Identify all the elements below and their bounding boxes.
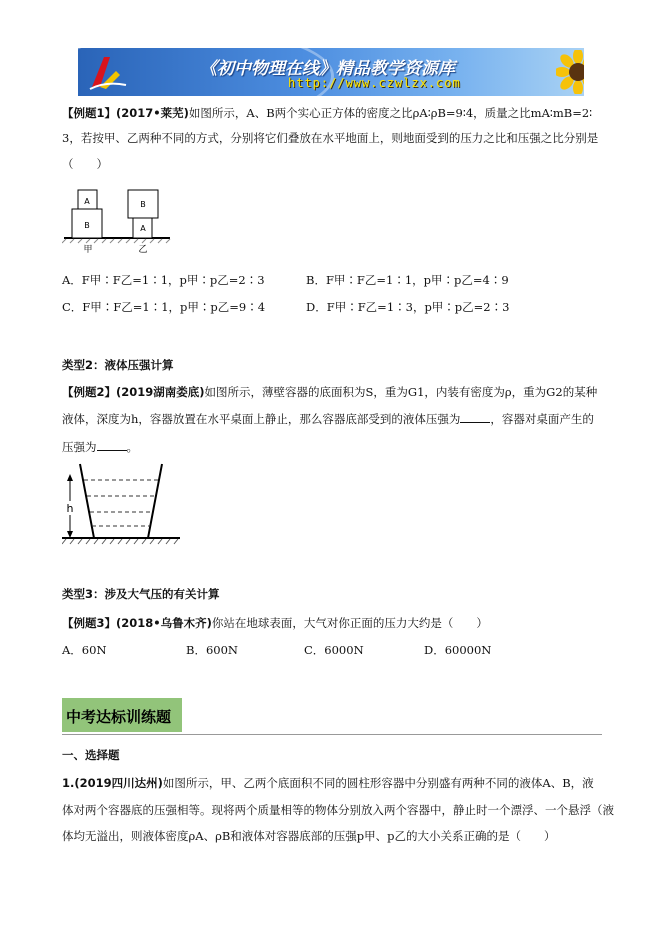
example2-text2a: 液体，深度为h，容器放置在水平桌面上静止，那么容器底部受到的液体压强为 (62, 412, 461, 426)
q1-line2: 体对两个容器底的压强相等。现将两个质量相等的物体分别放入两个容器中，静止时一个漂浮、一个悬浮（液 (62, 803, 614, 817)
example3-source: (2018•乌鲁木齐) (116, 616, 212, 630)
fig-label-yi: 乙 (138, 245, 148, 255)
q1-text1: 如图所示，甲、乙两个底面积不同的圆柱形容器中分别盛有两种不同的液体A、B，液 (162, 776, 594, 790)
answer-blank-2[interactable] (97, 438, 127, 451)
type2-heading: 类型2：液体压强计算 (62, 358, 174, 372)
example1-line2: 3，若按甲、乙两种不同的方式，分别将它们叠放在水平地面上，则地面受到的压力之比和压强之比分别是 (62, 131, 599, 145)
example2-line2 (62, 409, 594, 429)
example1-text1: 如图所示，A、B两个实心正方体的密度之比ρA∶ρB=9∶4，质量之比mA∶mB=2∶ (188, 106, 593, 120)
example2-source: (2019湖南娄底) (116, 385, 205, 399)
example2-text3b: 。 (126, 440, 138, 454)
banner-url[interactable]: http://www.czwlzx.com (288, 76, 461, 90)
example3-option-d[interactable]: D．60000N (424, 643, 492, 657)
example1-line3: （ ） (62, 157, 108, 171)
section-heading-box (62, 698, 195, 734)
example3-option-c[interactable]: C．6000N (304, 643, 364, 657)
banner-title: 《初中物理在线》精品教学资源库 (200, 59, 455, 79)
container-outline (80, 464, 162, 538)
example1-option-c[interactable]: C．F甲∶F乙=1∶1，p甲∶p乙=9∶4 (62, 300, 266, 314)
choice-heading: 一、选择题 (62, 748, 120, 762)
q1-source: (2019四川达州) (74, 776, 163, 790)
example1-figure (62, 186, 172, 256)
sunflower-icon (556, 50, 584, 94)
q1-line3: 体均无溢出，则液体密度ρA、ρB和液体对容器底部的压强p甲、p乙的大小关系正确的是（ ） (62, 829, 556, 843)
fig-h-label: h (66, 502, 74, 515)
example1-option-b[interactable]: B．F甲∶F乙=1∶1，p甲∶p乙=4∶9 (306, 273, 509, 287)
example1-option-a[interactable]: A．F甲∶F乙=1∶1，p甲∶p乙=2∶3 (62, 273, 265, 287)
example2-line1 (62, 382, 597, 402)
fig-label-a-right: A (140, 224, 146, 233)
fig-label-a-left: A (84, 197, 90, 206)
fig-label-b-left: B (84, 221, 90, 230)
q1-line1 (62, 773, 594, 793)
example2-figure (62, 458, 182, 550)
example3-option-a[interactable]: A．60N (62, 643, 107, 657)
fig-label-jia: 甲 (83, 245, 93, 255)
example2-line3 (62, 437, 138, 457)
example2-text1: 如图所示，薄壁容器的底面积为S，重为G1，内装有密度为ρ，重为G2的某种 (204, 385, 598, 399)
type3-heading: 类型3：涉及大气压的有关计算 (62, 587, 220, 601)
q1-number: 1. (62, 776, 75, 790)
logo-icon (86, 51, 128, 93)
answer-blank-1[interactable] (460, 410, 490, 423)
section-heading: 中考达标训练题 (66, 708, 172, 726)
example1-option-d[interactable]: D．F甲∶F乙=1∶3，p甲∶p乙=2∶3 (306, 300, 510, 314)
header-banner (78, 48, 584, 96)
fig-label-b-right: B (140, 200, 146, 209)
example3-tag: 【例题3】 (62, 616, 117, 630)
example2-tag: 【例题2】 (62, 385, 117, 399)
example2-text3a: 压强为 (62, 440, 97, 454)
section-divider (62, 734, 602, 735)
example2-text2b: ，容器对桌面产生的 (490, 412, 594, 426)
example3-option-b[interactable]: B．600N (186, 643, 238, 657)
example1-line1 (62, 103, 592, 123)
example3-text: 你站在地球表面，大气对你正面的压力大约是（ ） (211, 616, 488, 630)
example3-line1 (62, 613, 488, 633)
example1-source: (2017•莱芜) (116, 106, 189, 120)
example1-tag: 【例题1】 (62, 106, 117, 120)
